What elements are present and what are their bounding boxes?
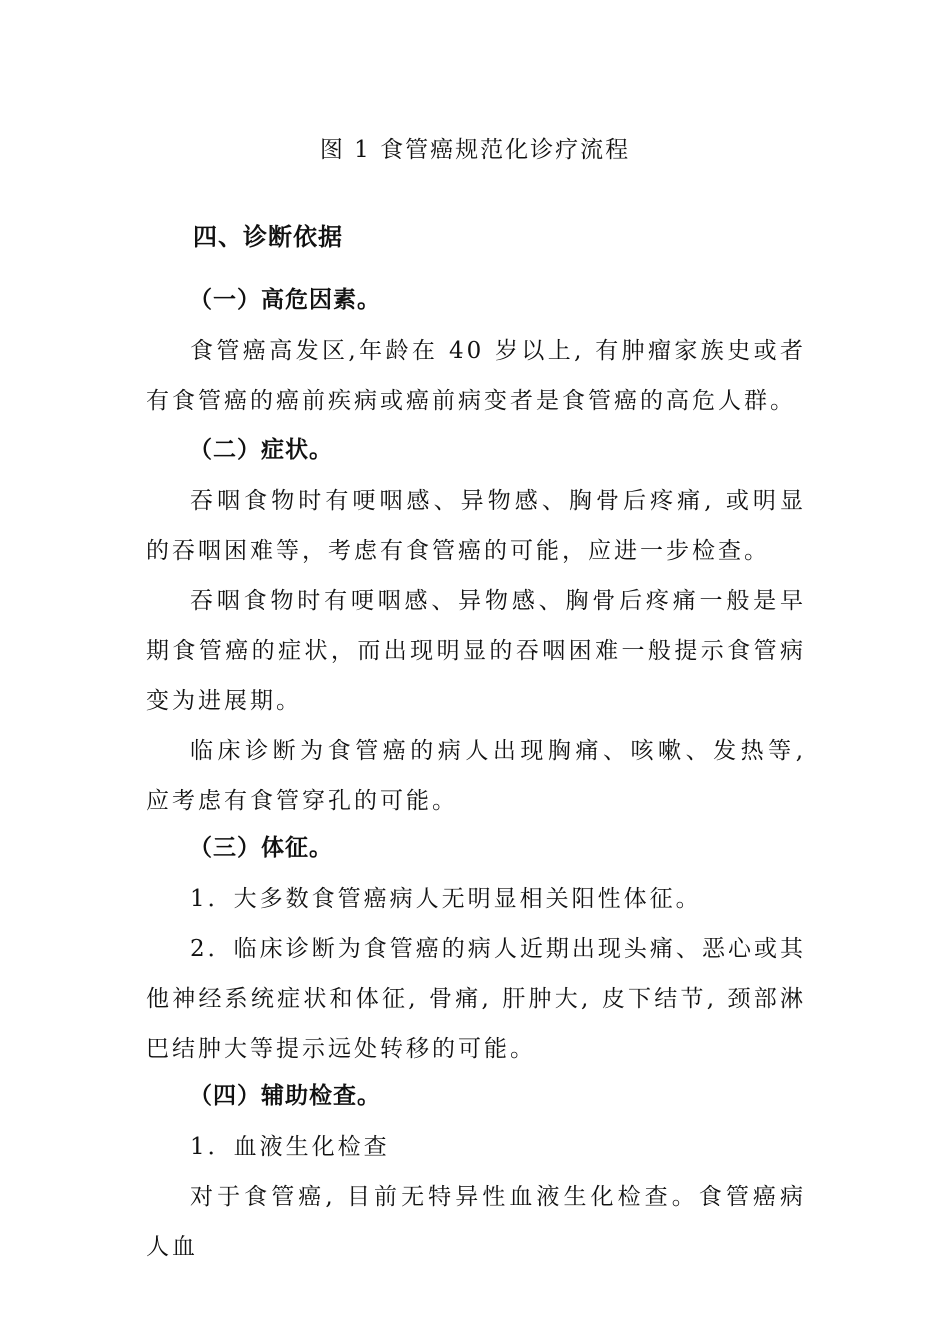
list-item-signs-2: 2．临床诊断为食管癌的病人近期出现头痛、恶心或其他神经系统症状和体征, 骨痛, 肝肿大, 皮下结节, 颈部淋巴结肿大等提示远处转移的可能。 xyxy=(146,936,806,1062)
figure-caption: 图 1 食管癌规范化诊疗流程 xyxy=(319,137,631,163)
subsection-title-signs: （三）体征。 xyxy=(189,834,333,861)
subsection-title-risk-factors: （一）高危因素。 xyxy=(189,286,381,313)
paragraph-blood-biochemistry: 对于食管癌, 目前无特异性血液生化检查。食管癌病人血 xyxy=(146,1184,806,1260)
paragraph-symptoms-3: 临床诊断为食管癌的病人出现胸痛、咳嗽、发热等, 应考虑有食管穿孔的可能。 xyxy=(146,738,806,814)
paragraph-risk-factors: 食管癌高发区,年龄在 40 岁以上, 有肿瘤家族史或者有食管癌的癌前疾病或癌前病变者是食管癌的高危人群。 xyxy=(146,338,806,414)
list-item-blood-biochemistry: 1．血液生化检查 xyxy=(190,1134,390,1160)
subsection-title-auxiliary-exams: （四）辅助检查。 xyxy=(189,1082,381,1109)
section-heading: 四、诊断依据 xyxy=(193,223,343,251)
list-item-signs-1: 1．大多数食管癌病人无明显相关阳性体征。 xyxy=(190,886,702,912)
paragraph-symptoms-1: 吞咽食物时有哽咽感、异物感、胸骨后疼痛, 或明显的吞咽困难等，考虑有食管癌的可能，应进一步检查。 xyxy=(146,488,806,564)
subsection-title-symptoms: （二）症状。 xyxy=(189,436,333,463)
paragraph-symptoms-2: 吞咽食物时有哽咽感、异物感、胸骨后疼痛一般是早期食管癌的症状，而出现明显的吞咽困难一般提示食管病变为进展期。 xyxy=(146,588,806,714)
